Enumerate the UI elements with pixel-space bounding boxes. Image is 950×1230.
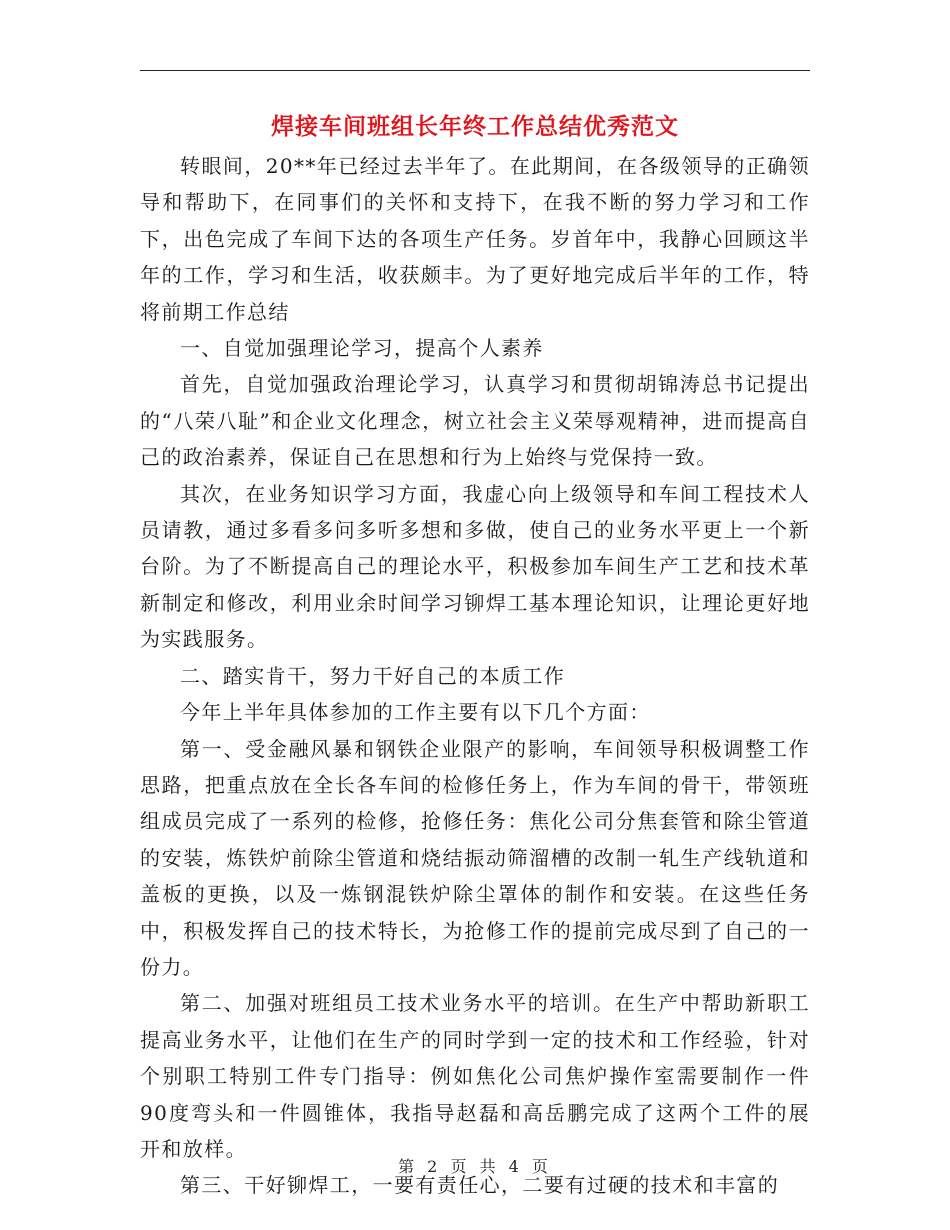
section-heading-1: 一、自觉加强理论学习，提高个人素养 xyxy=(180,336,544,361)
section-heading-2: 二、踏实肯干，努力干好自己的本质工作 xyxy=(180,663,566,688)
document-title: 焊接车间班组长年终工作总结优秀范文 xyxy=(271,114,679,140)
paragraph-item-3: 第三、干好铆焊工，一要有责任心，二要有过硬的技术和丰富的 xyxy=(180,1173,780,1198)
paragraph-secondly: 其次，在业务知识学习方面，我虚心向上级领导和车间工程技术人员请教，通过多看多问多听多想和多做，使自己的业务水平更上一个新台阶。为了不断提高自己的理论水平，积极参加车间生产工艺和技术革新制定和修改，利用业余时间学习铆焊工基本理论知识，让理论更好地为实践服务。 xyxy=(140,481,810,652)
paragraph-overview: 今年上半年具体参加的工作主要有以下几个方面： xyxy=(180,700,651,725)
document-body xyxy=(140,148,810,1204)
page-number-footer: 第 2 页 共 4 页 xyxy=(398,1157,552,1176)
paragraph-item-2: 第二、加强对班组员工技术业务水平的培训。在生产中帮助新职工提高业务水平，让他们在生产的同时学到一定的技术和工作经验，针对个别职工特别工件专门指导：例如焦化公司焦炉操作室需要制作一件90度弯头和一件圆锥体，我指导赵磊和高岳鹏完成了这两个工件的展开和放样。 xyxy=(140,991,810,1161)
paragraph-firstly: 首先，自觉加强政治理论学习，认真学习和贯彻胡锦涛总书记提出的“八荣八耻”和企业文化理念，树立社会主义荣辱观精神，进而提高自己的政治素养，保证自己在思想和行为上始终与党保持一致。 xyxy=(140,372,810,470)
paragraph-item-1: 第一、受金融风暴和钢铁企业限产的影响，车间领导积极调整工作思路，把重点放在全长各车间的检修任务上，作为车间的骨干，带领班组成员完成了一系列的检修，抢修任务：焦化公司分焦套管和除尘管道的安装，炼铁炉前除尘管道和烧结振动筛溜槽的改制一轧生产线轨道和盖板的更换，以及一炼钢混铁炉除尘罩体的制作和安装。在这些任务中，积极发挥自己的技术特长，为抢修工作的提前完成尽到了自己的一份力。 xyxy=(140,736,810,979)
intro-paragraph: 转眼间，20**年已经过去半年了。在此期间，在各级领导的正确领导和帮助下，在同事们的关怀和支持下，在我不断的努力学习和工作下，出色完成了车间下达的各项生产任务。岁首年中，我静心回顾这半年的工作，学习和生活，收获颇丰。为了更好地完成后半年的工作，特将前期工作总结 xyxy=(140,154,810,324)
header-rule xyxy=(140,70,810,71)
